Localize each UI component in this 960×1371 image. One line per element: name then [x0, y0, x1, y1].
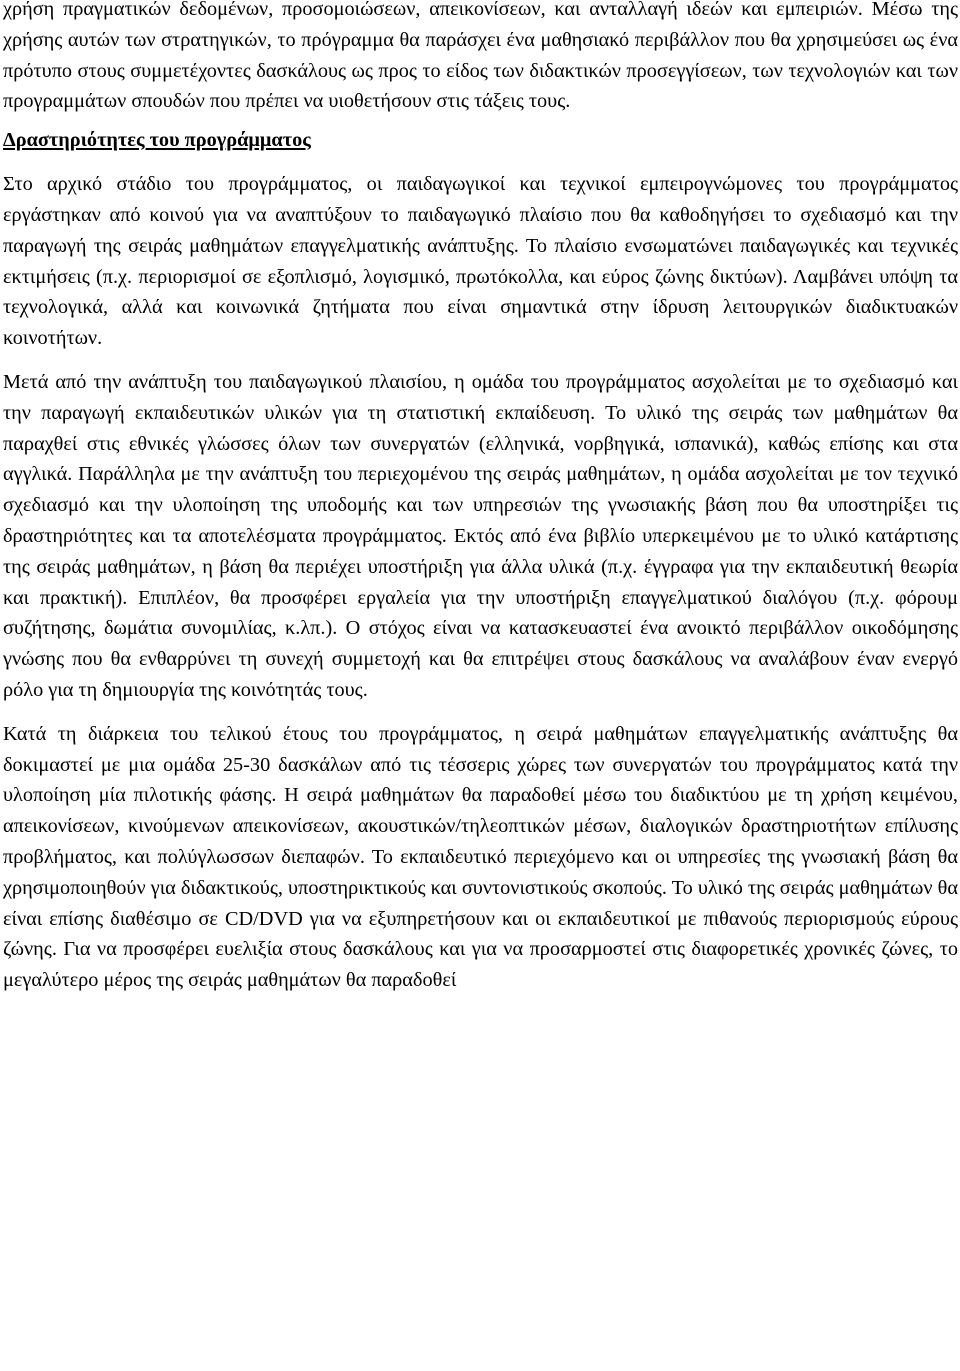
pilot-paragraph: Κατά τη διάρκεια του τελικού έτους του προγράμματος, η σειρά μαθημάτων επαγγελματικής ανάπτυξης θα δοκιμαστεί με μια ομάδα 25-30 δασκάλων από τις τέσσερις χώρες των συνεργατών του προγράμματος κατά την υλοποίηση μία πιλοτικής φάσης. Η σειρά μαθημάτων θα παραδοθεί μέσω του διαδικτύου με τη χρήση κειμένου, απεικονίσεων, κινούμενων απεικονίσεων, ακουστικών/τηλεοπτικών μέσων, διαλογικών δραστηριοτήτων επίλυσης προβλήματος, και πολύγλωσσων διεπαφών. Το εκπαιδευτικό περιεχόμενο και οι υπηρεσίες της γνωσιακή βάση θα χρησιμοποιηθούν για διδακτικούς, υποστηρικτικούς και συντονιστικούς σκοπούς. Το υλικό της σειράς μαθημάτων θα είναι επίσης διαθέσιμο σε CD/DVD για να εξυπηρετήσουν και οι εκπαιδευτικοί με πιθανούς περιορισμούς εύρους ζώνης. Για να προσφέρει ευελιξία στους δασκάλους και για να προσαρμοστεί στις διαφορετικές χρονικές ζώνες, το μεγαλύτερο μέρος της σειράς μαθημάτων θα παραδοθεί — [3, 722, 958, 992]
materials-paragraph: Μετά από την ανάπτυξη του παιδαγωγικού πλαισίου, η ομάδα του προγράμματος ασχολείται με το σχεδιασμό και την παραγωγή εκπαιδευτικών υλικών για τη στατιστική εκπαίδευση. Το υλικό της σειράς των μαθημάτων θα παραχθεί στις εθνικές γλώσσες όλων των συνεργατών (ελληνικά, νορβηγικά, ισπανικά), καθώς επίσης και στα αγγλικά. Παράλληλα με την ανάπτυξη του περιεχομένου της σειράς μαθημάτων, η ομάδα ασχολείται με τον τεχνικό σχεδιασμό και την υλοποίηση της υποδομής και των υπηρεσιών της γνωσιακής βάση που θα υποστηρίξει τις δραστηριότητες και τα αποτελέσματα προγράμματος. Εκτός από ένα βιβλίο υπερκειμένου με το υλικό κατάρτισης της σειράς μαθημάτων, η βάση θα περιέχει υποστήριξη για άλλα υλικά (π.χ. έγγραφα για την εκπαιδευτική θεωρία και πρακτική). Επιπλέον, θα προσφέρει εργαλεία για την υποστήριξη επαγγελματικού διαλόγου (π.χ. φόρουμ συζήτησης, δωμάτια συνομιλίας, κ.λπ.). Ο στόχος είναι να κατασκευαστεί ένα ανοικτό περιβάλλον οικοδόμησης γνώσης που θα ενθαρρύνει τη συνεχή συμμετοχή και θα επιτρέψει στους δασκάλους να αναλάβουν έναν ενεργό ρόλο για τη δημιουργία της κοινότητάς τους. — [3, 370, 958, 701]
framework-paragraph: Στο αρχικό στάδιο του προγράμματος, οι παιδαγωγικοί και τεχνικοί εμπειρογνώμονες του προγράμματος εργάστηκαν από κοινού για να αναπτύξουν το παιδαγωγικό πλαίσιο που θα καθοδηγήσει το σχεδιασμό και την παραγωγή της σειράς μαθημάτων επαγγελματικής ανάπτυξης. Το πλαίσιο ενσωματώνει παιδαγωγικές και τεχνικές εκτιμήσεις (π.χ. περιορισμοί σε εξοπλισμό, λογισμικό, πρωτόκολλα, και εύρος ζώνης δικτύων). Λαμβάνει υπόψη τα τεχνολογικά, αλλά και κοινωνικά ζητήματα που είναι σημαντικά στην ίδρυση λειτουργικών διαδικτυακών κοινοτήτων. — [3, 173, 958, 350]
section-heading: Δραστηριότητες του προγράμματος — [3, 129, 311, 152]
intro-paragraph: χρήση πραγματικών δεδομένων, προσομοιώσεων, απεικονίσεων, και ανταλλαγή ιδεών και εμπειριών. Μέσω της χρήσης αυτών των στρατηγικών, το πρόγραμμα θα παράσχει ένα μαθησιακό περιβάλλον που θα χρησιμεύσει ως ένα πρότυπο στους συμμετέχοντες δασκάλους ως προς το είδος των διδακτικών προσεγγίσεων, των τεχνολογιών και των προγραμμάτων σπουδών που πρέπει να υιοθετήσουν στις τάξεις τους. — [3, 0, 958, 113]
